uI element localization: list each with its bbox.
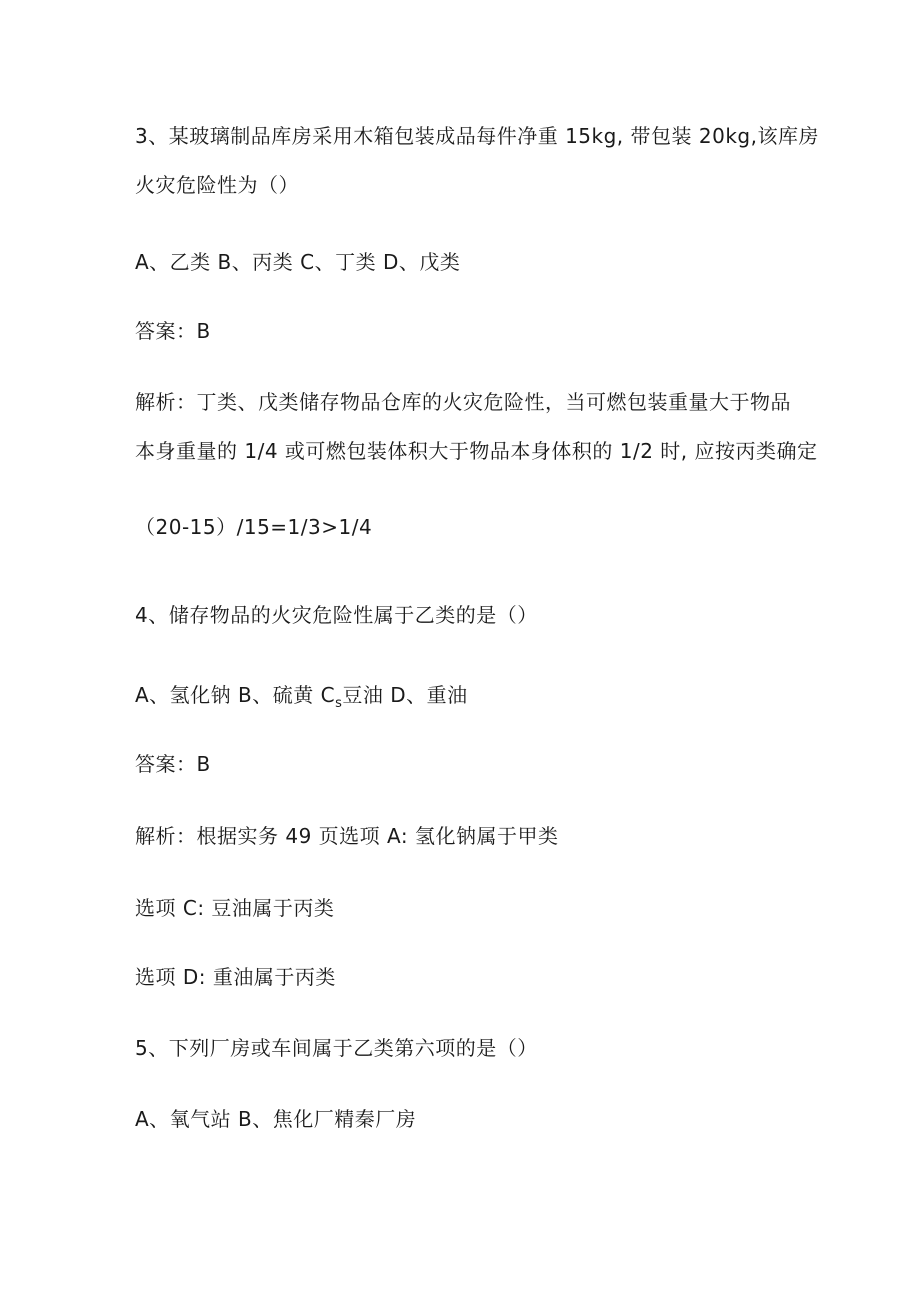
q4-options-part2: 豆油 D、重油 — [342, 683, 468, 707]
q4-options — [135, 681, 468, 709]
q4-analysis-line3: 选项 D: 重油属于丙类 — [135, 965, 336, 989]
q4-analysis-line2: 选项 C: 豆油属于丙类 — [135, 896, 335, 920]
q3-options: A、乙类 B、丙类 C、丁类 D、戊类 — [135, 250, 461, 274]
q5-stem: 5、下列厂房或车间属于乙类第六项的是（） — [135, 1036, 538, 1060]
q4-options-subscript: s — [335, 696, 343, 711]
q3-stem-line1: 3、某玻璃制品库房采用木箱包装成品每件净重 15kg, 带包装 20kg,该库房 — [135, 124, 819, 148]
q5-options: A、氧气站 B、焦化厂精秦厂房 — [135, 1107, 417, 1131]
q3-answer: 答案：B — [135, 319, 211, 343]
q4-options-part1: A、氢化钠 B、硫黄 C — [135, 683, 336, 707]
q3-analysis-line2: 本身重量的 1/4 或可燃包装体积大于物品本身体积的 1/2 时, 应按丙类确定 — [135, 439, 818, 463]
q4-stem: 4、储存物品的火灾危险性属于乙类的是（） — [135, 603, 538, 627]
q4-answer: 答案：B — [135, 752, 211, 776]
q3-analysis-line1: 解析：丁类、戊类储存物品仓库的火灾危险性，当可燃包装重量大于物品 — [135, 390, 791, 414]
q3-analysis-line3: （20-15）/15=1/3>1/4 — [135, 515, 373, 539]
q3-stem-line2: 火灾危险性为（） — [135, 173, 299, 197]
q4-analysis-line1: 解析：根据实务 49 页选项 A: 氢化钠属于甲类 — [135, 824, 559, 848]
